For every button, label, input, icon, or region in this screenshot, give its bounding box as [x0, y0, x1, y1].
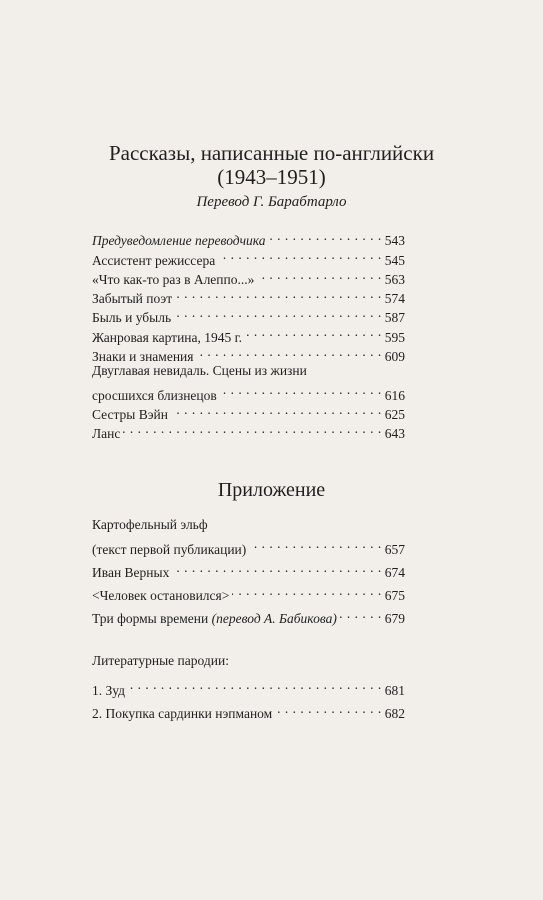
toc-leader-dots — [257, 265, 381, 284]
toc-entry-page: 675 — [384, 588, 405, 604]
toc-leader-dots — [123, 419, 381, 438]
toc-entry-first-line[interactable]: Картофельный эльф — [92, 517, 208, 532]
toc-entry[interactable] — [92, 380, 405, 403]
toc-entry-title: <Человек остановился> — [92, 588, 230, 604]
toc-leader-dots — [269, 226, 382, 245]
toc-leader-dots — [175, 284, 382, 303]
toc-entry-page: 681 — [384, 682, 405, 698]
toc-parodies — [92, 651, 405, 721]
appendix-title: Приложение — [217, 479, 326, 501]
toc-entry[interactable] — [92, 558, 405, 580]
toc-entry-page: 682 — [384, 705, 405, 721]
toc-entry[interactable] — [92, 226, 405, 249]
toc-entry-title: Жанровая картина, 1945 г. — [92, 329, 243, 345]
toc-entry-title: Иван Верных — [92, 564, 170, 580]
toc-entry-page: 563 — [384, 271, 405, 287]
toc-entry-page: 545 — [384, 252, 405, 268]
toc-leader-dots — [245, 322, 382, 341]
toc-leader-dots — [218, 245, 382, 264]
toc-leader-dots — [275, 699, 382, 718]
toc-entry-title: Ланс — [92, 426, 121, 442]
toc-leader-dots — [128, 675, 382, 694]
toc-entry[interactable] — [92, 675, 405, 698]
toc-entry-page: 616 — [384, 387, 405, 403]
toc-entry-title-main: Три формы времени — [92, 611, 209, 627]
toc-entry-title: Забытый поэт — [92, 291, 173, 307]
toc-entry-title: Ассистент режиссера — [92, 252, 216, 268]
toc-entry-page: 679 — [384, 611, 405, 627]
toc-appendix — [92, 515, 405, 627]
toc-entry-title: сросшихся близнецов — [92, 387, 217, 403]
toc-leader-dots — [220, 380, 382, 399]
toc-leader-dots — [249, 534, 381, 553]
toc-entry-page: 543 — [384, 233, 405, 249]
toc-entry[interactable] — [92, 699, 405, 721]
toc-leader-dots — [172, 558, 381, 577]
toc-entry-title — [92, 609, 337, 628]
toc-leader-dots — [196, 342, 381, 361]
toc-entry-title: 2. Покупка сардинки нэпманом — [92, 705, 273, 721]
toc-entry-title: 1. Зуд — [92, 682, 126, 698]
toc-entry-page: 657 — [384, 541, 405, 557]
toc-main — [92, 226, 405, 442]
toc-entry[interactable] — [92, 419, 405, 442]
toc-entry[interactable] — [92, 604, 405, 627]
section-title: Рассказы, написанные по-английски — [108, 141, 435, 165]
toc-entry-title: «Что как-то раз в Алеппо...» — [92, 271, 255, 287]
toc-entry[interactable] — [92, 534, 405, 557]
toc-entry-page: 625 — [384, 406, 405, 422]
toc-entry-title: Предуведомление переводчика — [92, 233, 266, 249]
toc-leader-dots — [171, 400, 382, 419]
toc-entry-title: Сестры Вэйн — [92, 406, 168, 422]
toc-leader-dots — [174, 303, 382, 322]
translator-credit: Перевод Г. Барабтарло — [196, 194, 347, 210]
toc-entry-page: 587 — [384, 310, 405, 326]
toc-entry-title: (текст первой публикации) — [92, 541, 247, 557]
toc-entry-title: Знаки и знамения — [92, 349, 194, 365]
toc-entry-first-line[interactable]: Двуглавая невидаль. Сцены из жизни — [92, 363, 307, 379]
section-years: (1943–1951) — [217, 165, 326, 189]
toc-entry-page: 595 — [384, 329, 405, 345]
toc-entry-title-note: (перевод А. Бабикова) — [211, 611, 337, 627]
parodies-heading: Литературные пародии: — [92, 653, 229, 668]
toc-entry[interactable] — [92, 581, 405, 604]
toc-entry-page: 643 — [384, 426, 405, 442]
toc-leader-dots — [340, 604, 382, 623]
toc-entry-title: Быль и убыль — [92, 310, 172, 326]
toc-entry-page: 609 — [384, 349, 405, 365]
toc-leader-dots — [232, 581, 381, 600]
toc-entry-page: 674 — [384, 564, 405, 580]
toc-entry-page: 574 — [384, 291, 405, 307]
